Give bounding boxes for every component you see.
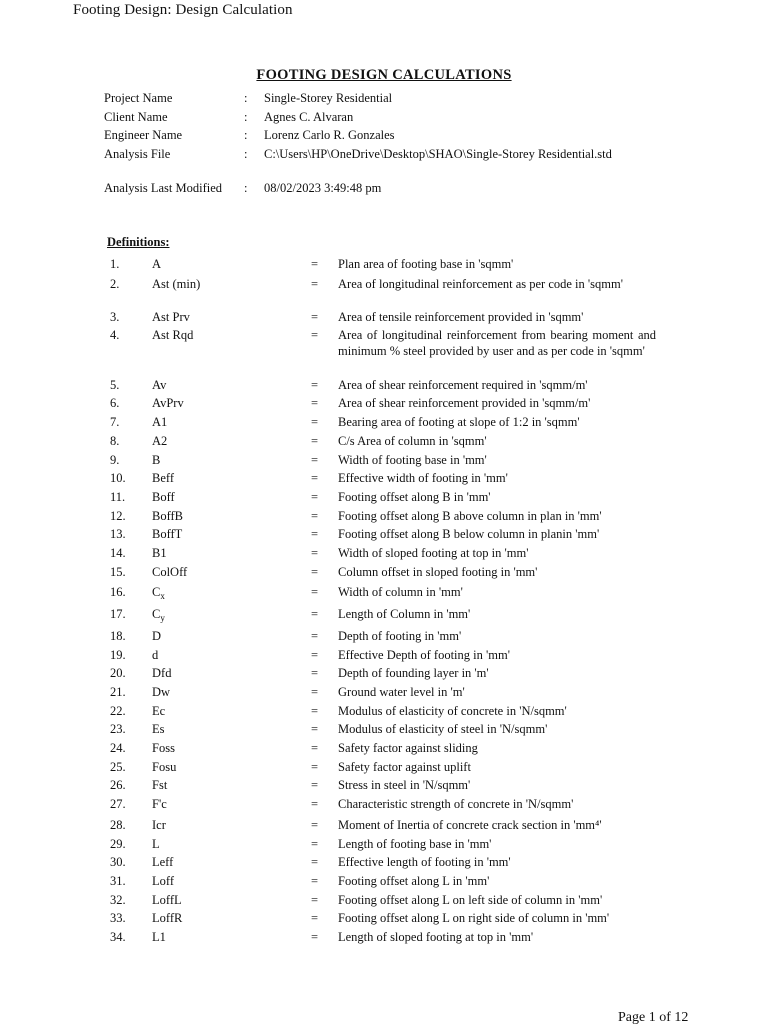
project-info-separator: :	[244, 147, 248, 161]
definition-equals: =	[311, 490, 319, 504]
definition-symbol-main: D	[152, 629, 162, 643]
definition-number: 4.	[110, 328, 120, 342]
project-info-label: Client Name	[104, 110, 168, 124]
definition-description: Area of shear reinforcement provided in 'sqmm/m'	[338, 396, 591, 410]
definition-symbol-main: Ast (min)	[152, 277, 201, 291]
definition-symbol-main: Boff	[152, 490, 175, 504]
definition-number: 11.	[110, 490, 126, 504]
definition-symbol-main: L1	[152, 930, 166, 944]
definition-symbol	[152, 818, 166, 834]
project-info-separator: :	[244, 181, 248, 195]
definition-equals: =	[311, 310, 319, 324]
definition-symbol	[152, 722, 165, 738]
definition-equals: =	[311, 760, 319, 774]
definition-equals: =	[311, 546, 319, 560]
definition-description: Footing offset along B below column in planin 'mm'	[338, 527, 600, 541]
definition-symbol-main: A1	[152, 415, 168, 429]
definition-equals: =	[311, 396, 319, 410]
definition-description: Safety factor against uplift	[338, 760, 471, 774]
definition-symbol-main: Fst	[152, 778, 168, 792]
definition-description: Modulus of elasticity of steel in 'N/sqmm'	[338, 722, 548, 736]
definition-number: 14.	[110, 546, 126, 560]
document-title: FOOTING DESIGN CALCULATIONS	[256, 67, 512, 83]
definition-symbol	[152, 434, 167, 450]
definition-description: Effective Depth of footing in 'mm'	[338, 648, 510, 662]
definition-symbol-main: d	[152, 648, 159, 662]
definition-symbol	[152, 396, 184, 412]
definition-number: 18.	[110, 629, 126, 643]
definition-description: Length of footing base in 'mm'	[338, 837, 492, 851]
definition-symbol	[152, 648, 158, 664]
definition-symbol	[152, 797, 167, 813]
definition-description: Modulus of elasticity of concrete in 'N/sqmm'	[338, 704, 567, 718]
definition-symbol	[152, 546, 167, 562]
definition-symbol	[152, 378, 166, 394]
definition-number: 31.	[110, 874, 126, 888]
definition-symbol	[152, 893, 182, 909]
definition-equals: =	[311, 565, 319, 579]
definition-description: Effective width of footing in 'mm'	[338, 471, 508, 485]
definition-equals: =	[311, 648, 319, 662]
definition-symbol-main: Dw	[152, 685, 171, 699]
definition-symbol-main: BoffT	[152, 527, 183, 541]
project-info-separator: :	[244, 91, 248, 105]
definition-symbol-main: B1	[152, 546, 167, 560]
project-info-label: Engineer Name	[104, 128, 183, 142]
definition-equals: =	[311, 666, 319, 680]
page-number: Page 1 of 12	[618, 1010, 689, 1025]
definition-number: 28.	[110, 818, 126, 832]
definition-symbol-main: A2	[152, 434, 168, 448]
project-info-label: Analysis Last Modified	[104, 181, 223, 195]
definition-symbol	[152, 585, 165, 605]
definition-symbol	[152, 277, 200, 293]
definition-symbol-main: Dfd	[152, 666, 172, 680]
definition-number: 9.	[110, 453, 120, 467]
definition-equals: =	[311, 837, 319, 851]
definition-number: 16.	[110, 585, 126, 599]
definition-equals: =	[311, 607, 319, 621]
definition-symbol-main: Ast Prv	[152, 310, 190, 324]
definition-symbol	[152, 607, 165, 627]
definition-symbol	[152, 565, 187, 581]
definition-number: 17.	[110, 607, 126, 621]
definition-symbol-main: L	[152, 837, 160, 851]
definition-number: 34.	[110, 930, 126, 944]
definition-description: Area of shear reinforcement required in 'sqmm/m'	[338, 378, 588, 392]
definition-symbol-subscript: y	[160, 613, 165, 623]
definition-equals: =	[311, 629, 319, 643]
definition-description: Plan area of footing base in 'sqmm'	[338, 257, 514, 271]
definition-symbol-main: B	[152, 453, 161, 467]
definition-number: 15.	[110, 565, 126, 579]
definition-number: 19.	[110, 648, 126, 662]
definition-symbol-main: Es	[152, 722, 165, 736]
definition-number: 7.	[110, 415, 120, 429]
definition-symbol	[152, 666, 171, 682]
definition-number: 32.	[110, 893, 126, 907]
definition-number: 3.	[110, 310, 120, 324]
definition-number: 25.	[110, 760, 126, 774]
definitions-heading: Definitions:	[107, 235, 170, 249]
definition-description: Footing offset along L on right side of column in 'mm'	[338, 911, 610, 925]
definition-description: Safety factor against sliding	[338, 741, 478, 755]
definition-number: 30.	[110, 855, 126, 869]
definition-equals: =	[311, 797, 319, 811]
definition-description: Depth of founding layer in 'm'	[338, 666, 489, 680]
definition-symbol-main: Beff	[152, 471, 174, 485]
definition-symbol-main: Icr	[152, 818, 166, 832]
definition-description: Width of sloped footing at top in 'mm'	[338, 546, 529, 560]
definition-equals: =	[311, 778, 319, 792]
definition-description: Effective length of footing in 'mm'	[338, 855, 511, 869]
definition-description: Footing offset along B above column in plan in 'mm'	[338, 509, 602, 523]
definition-equals: =	[311, 415, 319, 429]
definition-symbol-main: C	[152, 585, 161, 599]
definition-description: Length of Column in 'mm'	[338, 607, 471, 621]
running-header: Footing Design: Design Calculation	[73, 2, 293, 18]
definition-equals: =	[311, 527, 319, 541]
definition-description: Area of longitudinal reinforcement as per code in 'sqmm'	[338, 277, 623, 291]
definition-symbol	[152, 855, 173, 871]
definition-symbol	[152, 527, 182, 543]
definition-description: Footing offset along L in 'mm'	[338, 874, 490, 888]
definition-number: 33.	[110, 911, 126, 925]
definition-symbol-main: Leff	[152, 855, 174, 869]
definition-number: 29.	[110, 837, 126, 851]
project-info-value: Agnes C. Alvaran	[264, 110, 354, 124]
definition-number: 8.	[110, 434, 120, 448]
definition-symbol	[152, 874, 174, 890]
definition-equals: =	[311, 585, 319, 599]
project-info-label: Project Name	[104, 91, 173, 105]
definition-equals: =	[311, 471, 319, 485]
definition-equals: =	[311, 685, 319, 699]
definition-description: Bearing area of footing at slope of 1:2 in 'sqmm'	[338, 415, 580, 429]
definition-number: 1.	[110, 257, 120, 271]
definition-number: 6.	[110, 396, 120, 410]
definition-equals: =	[311, 741, 319, 755]
definition-symbol	[152, 453, 160, 469]
definition-description: Depth of footing in 'mm'	[338, 629, 462, 643]
definition-symbol-main: AvPrv	[152, 396, 184, 410]
definition-equals: =	[311, 818, 319, 832]
project-info-value: C:\Users\HP\OneDrive\Desktop\SHAO\Single-Storey Residential.std	[264, 147, 612, 161]
project-info-separator: :	[244, 128, 248, 142]
definition-symbol-subscript: x	[160, 591, 165, 601]
definition-number: 24.	[110, 741, 126, 755]
definition-description: Stress in steel in 'N/sqmm'	[338, 778, 471, 792]
definition-description: Ground water level in 'm'	[338, 685, 465, 699]
definition-number: 12.	[110, 509, 126, 523]
definition-equals: =	[311, 930, 319, 944]
project-info-value: Single-Storey Residential	[264, 91, 393, 105]
definition-number: 20.	[110, 666, 126, 680]
definition-symbol-main: F'c	[152, 797, 167, 811]
definition-equals: =	[311, 328, 319, 342]
definition-equals: =	[311, 893, 319, 907]
definition-symbol	[152, 837, 160, 853]
project-info-separator: :	[244, 110, 248, 124]
definition-number: 10.	[110, 471, 126, 485]
definition-equals: =	[311, 722, 319, 736]
definition-equals: =	[311, 434, 319, 448]
definition-equals: =	[311, 257, 319, 271]
definition-symbol	[152, 471, 174, 487]
definition-equals: =	[311, 509, 319, 523]
project-info-value: 08/02/2023 3:49:48 pm	[264, 181, 382, 195]
definition-symbol	[152, 741, 175, 757]
definition-symbol	[152, 911, 182, 927]
definition-number: 27.	[110, 797, 126, 811]
definition-symbol-main: BoffB	[152, 509, 184, 523]
definition-symbol	[152, 328, 193, 344]
definition-number: 26.	[110, 778, 126, 792]
definition-symbol	[152, 704, 165, 720]
definition-symbol	[152, 310, 190, 326]
definition-equals: =	[311, 911, 319, 925]
definition-description: Width of column in 'mm'	[338, 585, 463, 599]
definition-symbol	[152, 415, 167, 431]
definition-symbol	[152, 257, 161, 273]
definition-equals: =	[311, 874, 319, 888]
definition-number: 2.	[110, 277, 120, 291]
definition-description: Column offset in sloped footing in 'mm'	[338, 565, 538, 579]
definition-symbol-main: Ast Rqd	[152, 328, 194, 342]
definition-symbol-main: C	[152, 607, 161, 621]
definition-description: Moment of Inertia of concrete crack section in 'mm⁴'	[338, 818, 602, 832]
definition-description: Area of longitudinal reinforcement from bearing moment and minimum % steel provided by user and as per code in 'sqmm'	[338, 328, 656, 358]
definition-symbol	[152, 509, 183, 525]
definition-symbol	[152, 930, 166, 946]
definition-description: Footing offset along B in 'mm'	[338, 490, 491, 504]
definition-symbol-main: A	[152, 257, 162, 271]
definition-symbol-main: Foss	[152, 741, 175, 755]
definition-symbol	[152, 685, 170, 701]
definition-symbol-main: Ec	[152, 704, 166, 718]
definition-equals: =	[311, 855, 319, 869]
definition-equals: =	[311, 378, 319, 392]
definition-equals: =	[311, 277, 319, 291]
definition-number: 21.	[110, 685, 126, 699]
definition-description: Footing offset along L on left side of column in 'mm'	[338, 893, 603, 907]
definition-number: 23.	[110, 722, 126, 736]
definition-symbol-main: Loff	[152, 874, 174, 888]
definition-symbol-main: Fosu	[152, 760, 177, 774]
definition-description: Characteristic strength of concrete in 'N/sqmm'	[338, 797, 574, 811]
definition-symbol	[152, 760, 176, 776]
definition-symbol	[152, 629, 161, 645]
definition-symbol	[152, 778, 167, 794]
definition-equals: =	[311, 453, 319, 467]
definition-symbol-main: Av	[152, 378, 167, 392]
definition-number: 13.	[110, 527, 126, 541]
definition-symbol-main: ColOff	[152, 565, 188, 579]
definition-description: Area of tensile reinforcement provided in 'sqmm'	[338, 310, 584, 324]
definition-description: Length of sloped footing at top in 'mm'	[338, 930, 534, 944]
project-info-value: Lorenz Carlo R. Gonzales	[264, 128, 395, 142]
definition-number: 22.	[110, 704, 126, 718]
definition-equals: =	[311, 704, 319, 718]
definition-number: 5.	[110, 378, 120, 392]
definition-description: C/s Area of column in 'sqmm'	[338, 434, 487, 448]
definition-symbol	[152, 490, 175, 506]
project-info-label: Analysis File	[104, 147, 171, 161]
definition-symbol-main: LoffL	[152, 893, 182, 907]
definition-description: Width of footing base in 'mm'	[338, 453, 487, 467]
definition-symbol-main: LoffR	[152, 911, 183, 925]
